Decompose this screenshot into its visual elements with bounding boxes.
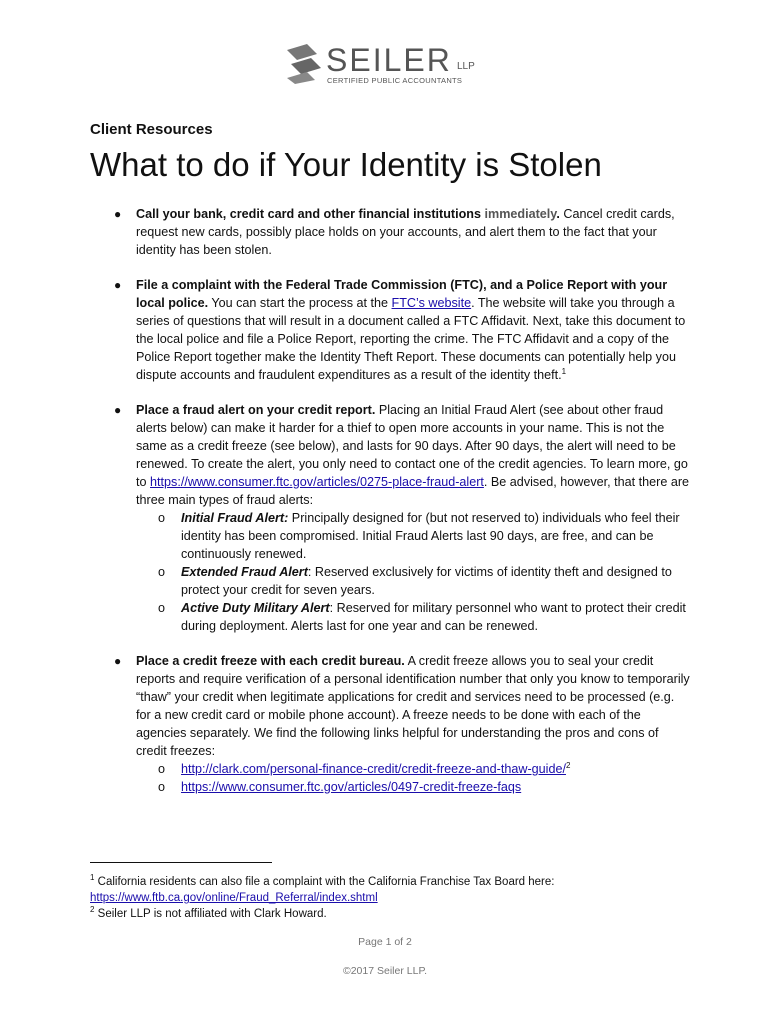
sub-item-text: : Reserved for military personnel who want to protect their credit during deployment. Alerts last for one year and can be renewed. [181,601,686,633]
footnote-number: 2 [90,905,95,915]
item-heading: Place a fraud alert on your credit report. [136,403,376,417]
footnote-divider [90,862,272,863]
sub-item-label: Active Duty Military Alert [181,601,330,615]
footnote-number: 1 [90,873,95,883]
item-body: Cancel credit cards, request new cards, possibly place holds on your accounts, and alert them to the fact that your identity has been stolen. [136,207,675,257]
sub-item-text: : Reserved exclusively for victims of identity theft and designed to protect your credit for seven years. [181,565,672,597]
footnotes [90,874,690,922]
copyright: ©2017 Seiler LLP. [342,965,428,977]
list-item-text [136,205,690,259]
section-label: Client Resources [90,121,213,138]
item-heading-tail: . [556,207,560,221]
sub-item [136,778,690,796]
item-heading: Place a credit freeze with each credit bureau. [136,654,405,668]
page-number: Page 1 of 2 [358,936,412,948]
sub-item [136,509,690,563]
list-item [90,276,690,384]
sub-item [136,599,690,635]
resource-list [90,205,690,813]
list-item-text [136,652,690,760]
sub-item-label: Initial Fraud Alert: [181,511,289,525]
sub-bullet-icon: o [158,780,166,794]
item-body-cont: . Be advised, however, that there are three main types of fraud alerts: [136,475,690,507]
list-item-text [136,401,690,509]
item-body: You can start the process at the [208,296,392,310]
footnote [90,874,690,906]
logo-name: SEILER [326,42,452,78]
seiler-logo [287,44,497,88]
seiler-logo-mark-icon [287,44,323,84]
item-heading: File a complaint with the Federal Trade Commission (FTC), and a Police Report with your local police. [136,278,668,310]
sub-item-label: Extended Fraud Alert [181,565,308,579]
item-body: Placing an Initial Fraud Alert (see about other fraud alerts below) can make it harder for a thief to open more accounts in your name. This is not the same as a credit freeze (see below), and lasts for 90 days. After 90 days, the alert will need to be renewed. To create the alert, you only need to contact one of the credit agencies. To learn more, go to [136,403,688,489]
logo-llp: LLP [457,61,475,72]
sub-item-text: Principally designed for (but not reserved to) individuals who feel their identity has been compromised. Initial Fraud Alerts last 90 days, are free, and can be continuously renewed. [181,511,680,561]
list-item [90,652,690,796]
footnote [90,906,690,922]
bullet-icon: ● [114,207,122,221]
bullet-icon: ● [114,278,122,292]
sub-item [136,563,690,599]
footnote-text: Seiler LLP is not affiliated with Clark Howard. [94,908,327,920]
sub-bullet-icon: o [158,565,166,579]
ftc-website-link[interactable]: FTC’s website [391,296,472,310]
emphasis-text: immediately [484,207,557,221]
sub-bullet-icon: o [158,601,166,615]
ftc-freeze-faqs-link[interactable]: https://www.consumer.ftc.gov/articles/0497-credit-freeze-faqs [181,780,522,794]
bullet-icon: ● [114,654,122,668]
item-body-cont: . The website will take you through a series of questions that will result in a document called a FTC Affidavit. Next, take this document to the local police and file a Police Report, reporting the crime. The FTC Affidavit and a copy of the Police Report together make the Identity Theft Report. These documents can potentially help you dispute accounts and fraudulent expenditures as a result of the identity theft. [136,296,686,382]
item-body: A credit freeze allows you to seal your credit reports and require verification of a personal identification number that only you know to temporarily “thaw” your credit when legitimate applications for credit and services need to be processed (e.g. for a new credit card or mobile phone account). A freeze needs to be done with each of the agencies separately. We find the following links helpful for understanding the pros and cons of credit freezes: [136,654,690,758]
sub-bullet-icon: o [158,762,166,776]
sub-item [136,760,690,778]
footnote-text: California residents can also file a complaint with the California Franchise Tax Board here: [94,876,555,888]
page-title: What to do if Your Identity is Stolen [90,146,602,183]
ftb-fraud-referral-link[interactable]: https://www.ftb.ca.gov/online/Fraud_Referral/index.shtml [90,892,378,904]
footnote-ref: 2 [565,760,571,770]
logo-subtitle: CERTIFIED PUBLIC ACCOUNTANTS [327,76,463,85]
fraud-alert-link[interactable]: https://www.consumer.ftc.gov/articles/0275-place-fraud-alert [150,475,484,489]
item-heading: Call your bank, credit card and other financial institutions [136,207,485,221]
list-item-text [136,276,690,384]
footnote-ref: 1 [561,366,567,376]
list-item [90,401,690,635]
clark-freeze-guide-link[interactable]: http://clark.com/personal-finance-credit/credit-freeze-and-thaw-guide/ [181,762,566,776]
sub-bullet-icon: o [158,511,166,525]
bullet-icon: ● [114,403,122,417]
list-item [90,205,690,259]
